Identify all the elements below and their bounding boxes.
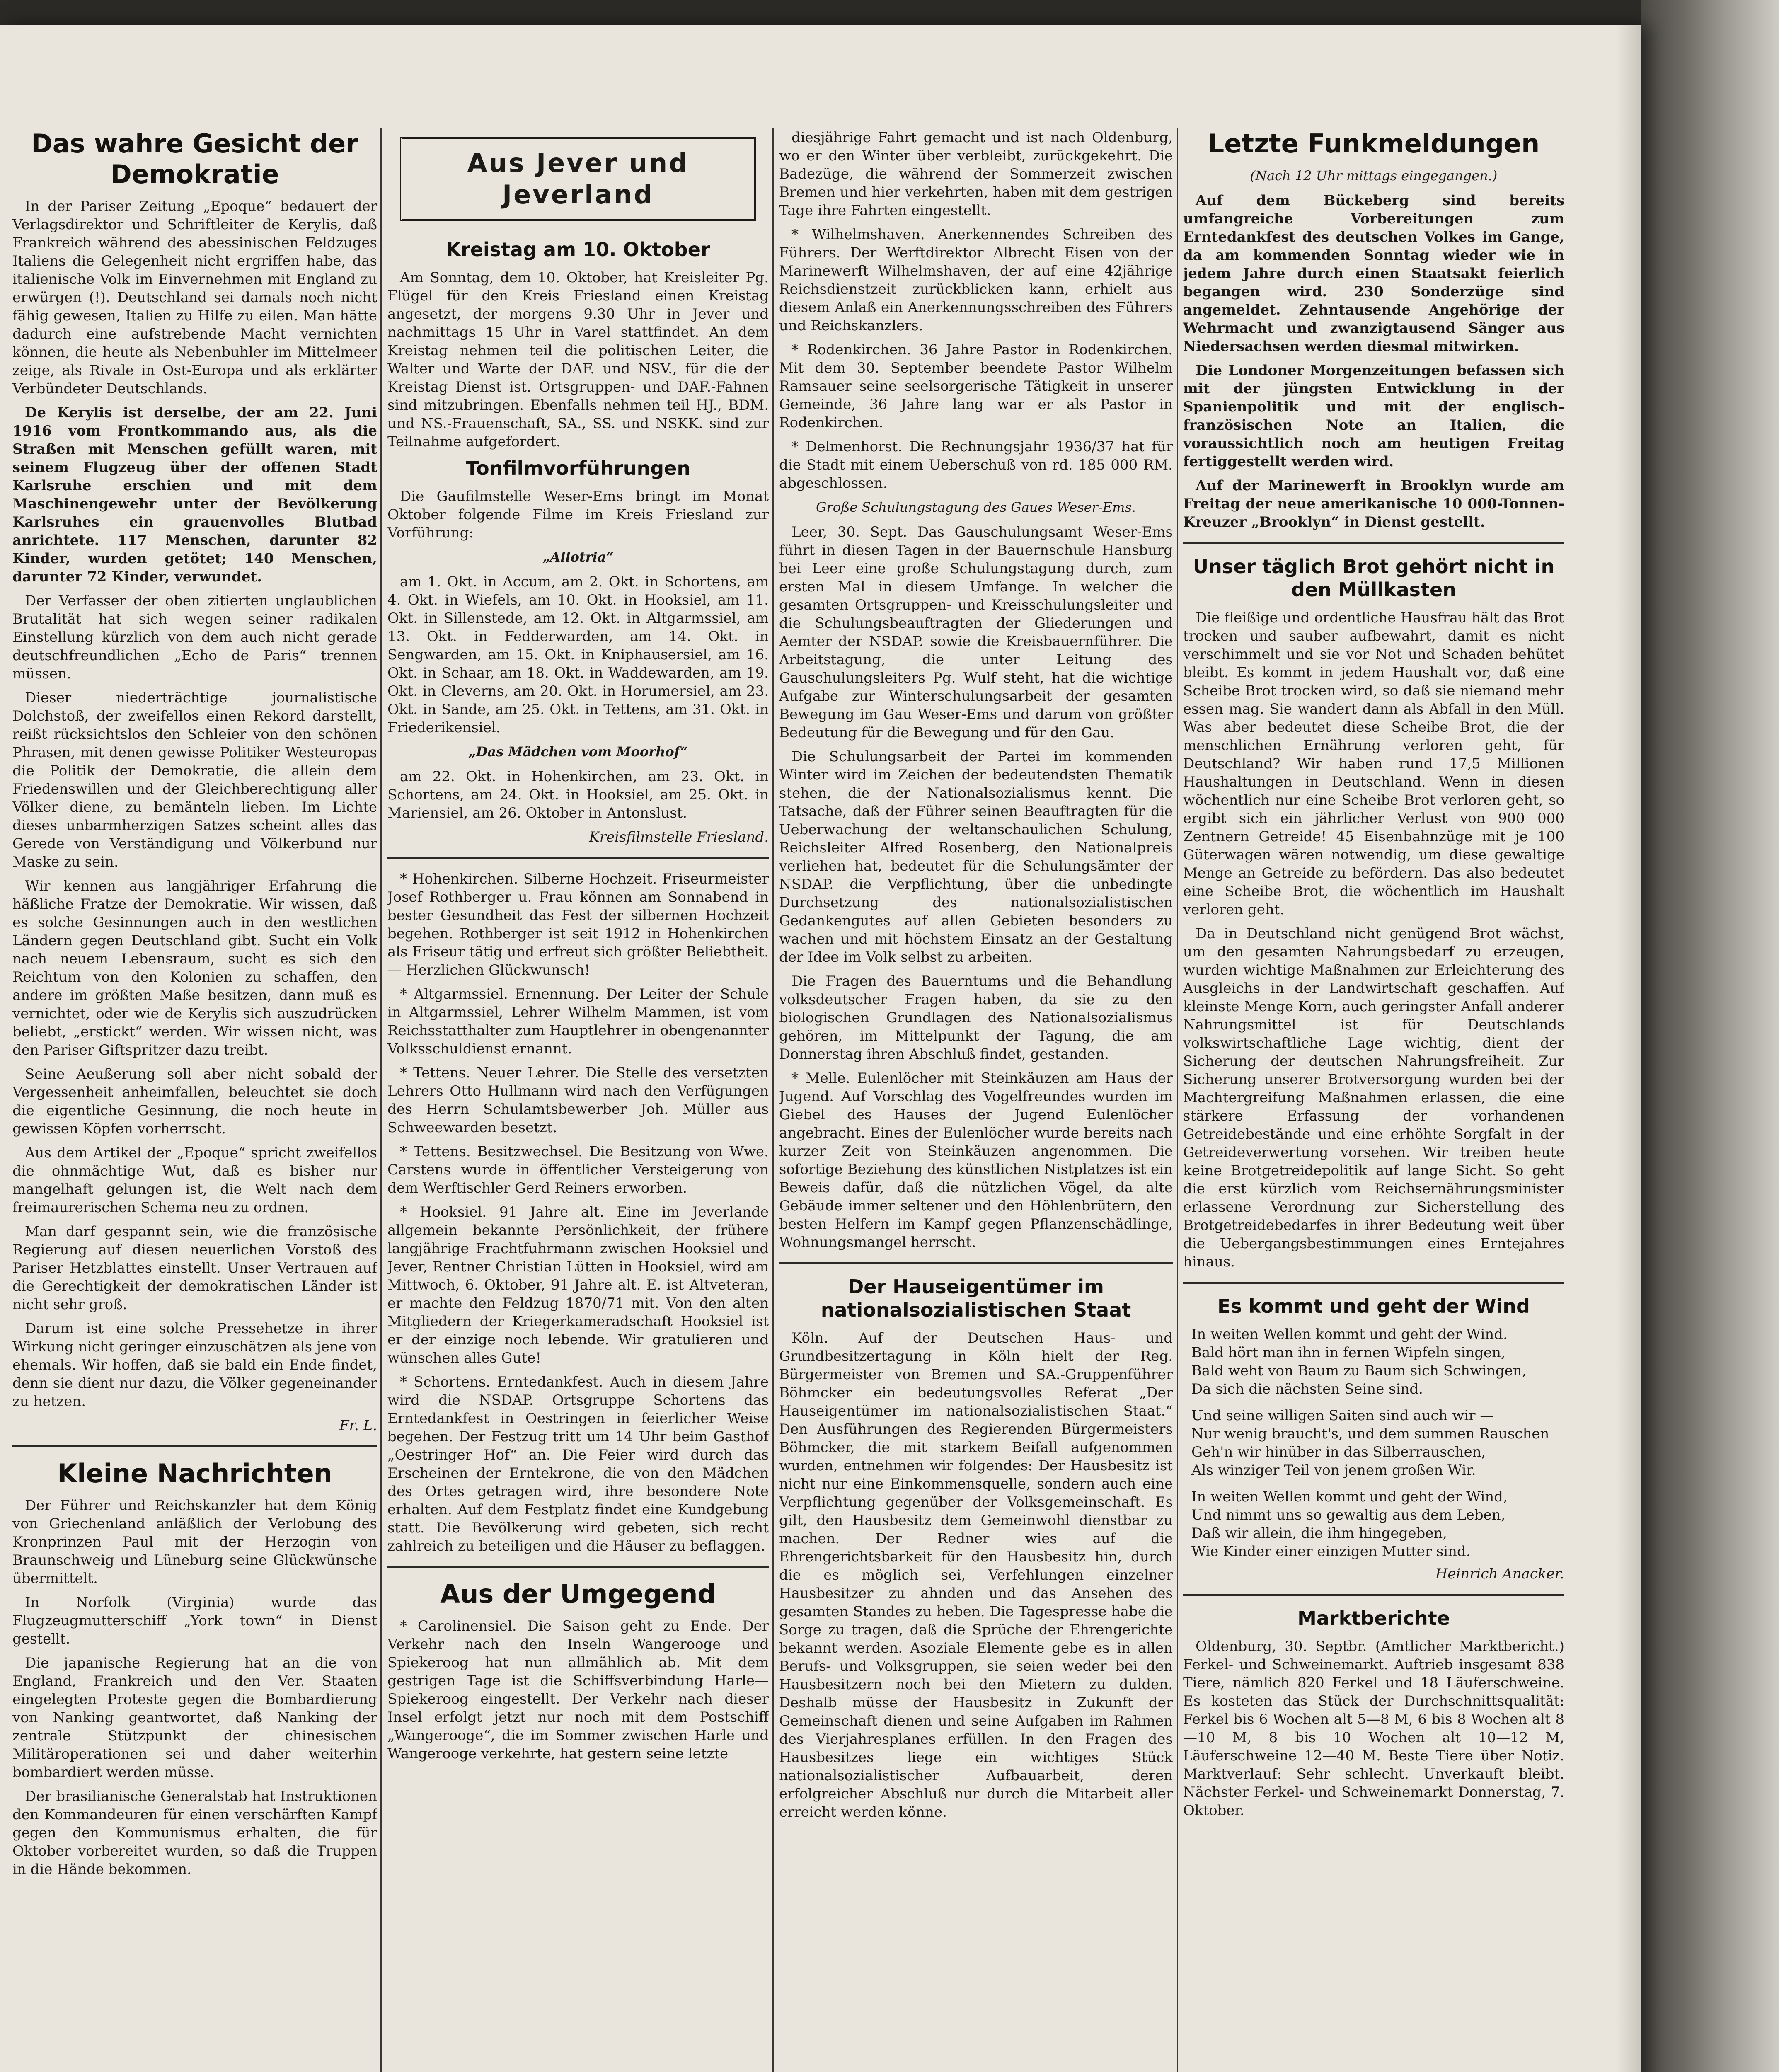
headline-marktberichte: Marktberichte <box>1297 1607 1450 1629</box>
article-paragraph: In der Pariser Zeitung „Epoque“ bedauert der Verlagsdirektor und Schriftleiter de Kerylis, daß Frankreich während des abessinischen Feldzuges Italiens die Gelegenheit nicht ergriffen habe, das italienische Volk im Einvernehmen mit England zu erwürgen (!). Deutschland sei damals noch nicht fähig gewesen, Italien zu Hilfe zu eilen. Man hätte dadurch eine aufstrebende Macht vernichten können, die heute als Nebenbuhler im Mittelmeer zeige, als Rivale in Ost-Europa und als erklärter Verbündeter Deutschlands. <box>12 198 377 397</box>
article-paragraph: Leer, 30. Sept. Das Gauschulungsamt Weser-Ems führt in diesen Tagen in der Bauernschule Hansburg bei Leer eine große Schulungstagung durch, zum ersten Mal in diesem Umfange. In welcher die gesamten Ortsgruppen- und Kreisschulungsleiter und die Schulungsbeauftragten der Gliederungen und Aemter der NSDAP. sowie die Kreisbauernführer. Die Arbeitstagung, die unter Leitung des Gauschulungsleiters Pg. Wulf steht, hat die wichtige Aufgabe zur Winterschulungsarbeit der gesamten Bewegung im Gau Weser-Ems und darum von größter Bedeutung für die Bewegung und für den Gau. <box>779 524 1173 741</box>
section-title-jever: Aus Jever und Jeverland <box>400 137 756 221</box>
column-1 <box>12 128 377 2072</box>
article-paragraph: * Melle. Eulenlöcher mit Steinkäuzen am Haus der Jugend. Auf Vorschlag des Vogelfreundes wurden im Giebel des Hauses der Jugend Eulenlöcher angebracht. Eines der Eulenlöcher wurde bereits nach kurzer Zeit von Steinkäuzen angenommen. Die sofortige Beziehung des künstlichen Nistplatzes ist ein Beweis dafür, daß die nützlichen Vögel, da alte Gebäude immer seltener und den Höhlenbrütern, den besten Helfern im Kampf gegen Pflanzenschädlinge, Wohnungsmangel herrscht. <box>779 1070 1173 1251</box>
article-paragraph: Die fleißige und ordentliche Hausfrau hält das Brot trocken und sauber aufbewahrt, damit es nicht verschimmelt und sie vor Not und Schaden behütet bleibt. Es kommt in jedem Haushalt vor, daß eine Scheibe Brot trocken wird, so daß sie niemand mehr essen mag. Sie wandert dann als Abfall in den Müll. Was aber bedeutet diese Scheibe Brot, die der menschlichen Ernährung verloren geht, für Deutschland? Wir haben rund 17,5 Millionen Haushaltungen in Deutschland. Wenn in diesen wöchentlich nur eine Scheibe Brot verloren geht, so ergibt sich ein jährlicher Verlust von 900 000 Zentnern Getreide! 45 Eisenbahnzüge mit je 100 Güterwagen wären notwendig, um diese gewaltige Menge an Getreide zu befördern. Das also bedeutet eine Scheibe Brot, die wöchentlich im Haushalt verloren geht. <box>1183 610 1564 918</box>
local-news-item: * Tettens. Besitzwechsel. Die Besitzung von Wwe. Carstens wurde in öffentlicher Versteigerung von dem Werftischler Gerd Reiners erworben. <box>387 1143 769 1196</box>
article-paragraph: diesjährige Fahrt gemacht und ist nach Oldenburg, wo er den Winter über verbleibt, zurückgekehrt. Die Badezüge, die während der Sommerzeit zwischen Bremen und hier verkehrten, haben mit dem gestrigen Tage ihre Fahrten eingestellt. <box>779 129 1173 219</box>
article-paragraph: Am Sonntag, dem 10. Oktober, hat Kreisleiter Pg. Flügel für den Kreis Friesland einen Kreistag angesetzt, der morgens 9.30 Uhr in Jever und nachmittags 15 Uhr in Varel stattfindet. An dem Kreistag nehmen teil die politischen Leiter, die Walter und Warte der DAF. und NSV., für die der Kreistag Dienst ist. Ortsgruppen- und DAF.-Fahnen sind mitzubringen. Ebenfalls nehmen teil HJ., BDM. und NS.-Frauenschaft, SA., SS. und NSKK. sind zur Teilnahme aufgefordert. <box>387 269 769 450</box>
poem-line: In weiten Wellen kommt und geht der Wind, <box>1191 1489 1508 1505</box>
poem-author: Heinrich Anacker. <box>1435 1566 1564 1582</box>
article-paragraph: Die Fragen des Bauerntums und die Behandlung volksdeutscher Fragen haben, da sie zu den biologischen Grundlagen des Nationalsozialismus gehören, im Mittelpunkt der Tagung, die am Donnerstag ihren Abschluß findet, gestanden. <box>779 973 1173 1063</box>
article-paragraph: Darum ist eine solche Pressehetze in ihrer Wirkung nicht geringer einzuschätzen als jene von ehemals. Wir hoffen, daß sie bald ein Ende findet, denn sie dient nur dazu, die Völker gegeneinander zu hetzen. <box>12 1320 377 1410</box>
headline-kleine-nachrichten: Kleine Nachrichten <box>57 1458 332 1489</box>
news-item: Der brasilianische Generalstab hat Instruktionen den Kommandeuren für einen verschärften Kampf gegen den Kommunismus erhalten, die für Oktober vorbereitet wurden, so daß die Truppen in die Hände bekommen. <box>12 1788 377 1878</box>
local-news-item: * Wilhelmshaven. Anerkennendes Schreiben des Führers. Der Werftdirektor Albrecht Eisen von der Marinewerft Wilhelmshaven, der auf eine 42jährige Reichsdienstzeit zurückblicken kann, erhielt aus diesem Anlaß ein Anerkennungsschreiben des Führers und Reichskanzlers. <box>779 226 1173 334</box>
article-paragraph: Seine Aeußerung soll aber nicht sobald der Vergessenheit anheimfallen, beleuchtet sie doch die eigentliche Gesinnung, die noch heute in gewissen Köpfen vorherrscht. <box>12 1066 377 1137</box>
film-title: „Allotria“ <box>542 549 614 565</box>
section-divider <box>12 1445 377 1447</box>
headline-funkmeldungen: Letzte Funkmeldungen <box>1208 128 1540 159</box>
local-news-item: * Hooksiel. 91 Jahre alt. Eine im Jeverlande allgemein bekannte Persönlichkeit, der frühere langjährige Frachtfuhrmann zwischen Hooksiel und Jever, Rentner Christian Lütten in Hooksiel, wird am Mittwoch, 6. Oktober, 91 Jahre alt. E. ist Altveteran, er machte den Feldzug 1870/71 mit. Von den alten Mitgliedern der Kriegerkameradschaft Hooksiel ist er der einzige noch lebende. Wir gratulieren und wünschen alles Gute! <box>387 1204 769 1366</box>
radio-news-item: Auf der Marinewerft in Brooklyn wurde am Freitag der neue amerikanische 10 000-Tonnen-Kreuzer „Brooklyn“ in Dienst gestellt. <box>1183 477 1564 530</box>
headline-brot: Unser täglich Brot gehört nicht in den Müllkasten <box>1193 555 1555 601</box>
article-paragraph: Aus dem Artikel der „Epoque“ spricht zweifellos die ohnmächtige Wut, daß es bisher nur mangelhaft gelungen ist, die Welt nach dem freimaurerischen Schema neu zu ordnen. <box>12 1145 377 1216</box>
headline-kreistag: Kreistag am 10. Oktober <box>446 238 710 261</box>
market-report: Oldenburg, 30. Septbr. (Amtlicher Marktbericht.) Ferkel- und Schweinemarkt. Auftrieb insgesamt 838 Tiere, nämlich 820 Ferkel und 18 Läuferschweine. Es kosteten das Stück der Durchschnittsqualität: Ferkel bis 6 Wochen alt 5—8 M, 6 bis 8 Wochen alt 8—10 M, 8 bis 10 Wochen alt 10—12 M, Läuferschweine 12—40 M. Beste Tiere über Notiz. Marktverlauf: Sehr schlecht. Unverkauft bleibt. Nächster Ferkel- und Schweinemarkt Donnerstag, 7. Oktober. <box>1183 1638 1564 1819</box>
poem-line: Und seine willigen Saiten sind auch wir — <box>1191 1407 1494 1424</box>
article-paragraph: Man darf gespannt sein, wie die französische Regierung auf diesen neuerlichen Vorstoß des Pariser Hetzblattes einstellt. Unser Vertrauen auf die Gerechtigkeit der demokratischen Länder ist nicht sehr groß. <box>12 1223 377 1313</box>
article-paragraph: am 22. Okt. in Hohenkirchen, am 23. Okt. in Schortens, am 24. Okt. in Hooksiel, am 25. Okt. in Mariensiel, am 26. Oktober in Antonslust. <box>387 768 769 821</box>
poem-line: Bald hört man ihn in fernen Wipfeln singen, <box>1191 1344 1505 1361</box>
article-paragraph: Die Schulungsarbeit der Partei im kommenden Winter wird im Zeichen der bedeutendsten Thematik stehen, die der Nationalsozialismus kennt. Die Tatsache, daß der Führer seinen Beauftragten für die Ueberwachung der weltanschaulichen Schulung, Reichsleiter Alfred Rosenberg, den Nationalpreis verliehen hat, bedeutet für die Schulungsämter der NSDAP. die Verpflichtung, über die unbedingte Durchsetzung des nationalsozialistischen Gedankengutes auf allen Gebieten besonders zu wachen und mit höchstem Einsatz an der Gestaltung der Idee im Volk selbst zu arbeiten. <box>779 748 1173 966</box>
section-divider <box>1183 1282 1564 1284</box>
radio-news-item: Auf dem Bückeberg sind bereits umfangreiche Vorbereitungen zum Erntedankfest des deutschen Volkes im Gange, da am kommenden Sonntag wieder wie in jedem Jahre durch einen Staatsakt feierlich begangen wird. 230 Sonderzüge sind angemeldet. Zehntausende Angehörige der Wehrmacht und zwanzigtausend Sänger aus Niedersachsen werden diesmal mitwirken. <box>1183 192 1564 355</box>
headline-hauseigentuemer: Der Hauseigentümer im nationalsozialistischen Staat <box>821 1276 1131 1321</box>
news-item: Der Führer und Reichskanzler hat dem König von Griechenland anläßlich der Verlobung des Kronprinzen Paul mit der Herzogin von Braunschweig und Lüneburg seine Glückwünsche übermittelt. <box>12 1497 377 1587</box>
article-paragraph: Wir kennen aus langjähriger Erfahrung die häßliche Fratze der Demokratie. Wir wissen, daß es solche Gesinnungen auch in den westlichen Ländern gegen Deutschland gibt. Sucht ein Volk nach neuem Lebensraum, sucht es sich den Reichtum von den Kolonien zu schaffen, den andere im größten Maße besitzen, dann muß es vernichtet, oder wie de Kerylis sich auszudrücken beliebt, „erstickt“ werden. Wir wissen nicht, was den Pariser Giftspritzer dazu treibt. <box>12 878 377 1058</box>
column-3 <box>779 128 1173 2072</box>
newspaper-page <box>0 25 1641 2072</box>
page-fold <box>1616 25 1641 2072</box>
column-4 <box>1183 128 1564 2072</box>
article-paragraph: De Kerylis ist derselbe, der am 22. Juni 1916 vom Frontkommando aus, als die Straßen mit Menschen gefüllt waren, mit seinem Flugzeug über der offenen Stadt Karlsruhe erschien und mit dem Maschinengewehr unter der Bevölkerung Karlsruhes ein grauenvolles Blutbad anrichtete. 117 Menschen, darunter 82 Kinder, wurden getötet; 140 Menschen, darunter 72 Kinder, verwundet. <box>12 404 377 585</box>
radio-news-item: Die Londoner Morgenzeitungen befassen sich mit der jüngsten Entwicklung in der Spanienpolitik und mit der englisch-französischen Note an Italien, die voraussichtlich noch am heutigen Freitag fertiggestellt werden wird. <box>1183 362 1564 470</box>
local-news-item: * Altgarmssiel. Ernennung. Der Leiter der Schule in Altgarmssiel, Lehrer Wilhelm Mammen, ist vom Reichsstatthalter zum Hauptlehrer in obengenannter Volksschuldienst ernannt. <box>387 986 769 1057</box>
section-divider <box>387 1566 769 1568</box>
poem-line: In weiten Wellen kommt und geht der Wind. <box>1191 1326 1508 1343</box>
headline-umgegend: Aus der Umgegend <box>440 1579 716 1609</box>
column-rule <box>772 128 774 2072</box>
subheadline-schulungstagung: Große Schulungstagung des Gaues Weser-Ems. <box>816 499 1136 515</box>
local-news-item: * Rodenkirchen. 36 Jahre Pastor in Rodenkirchen. Mit dem 30. September beendete Pastor Wilhelm Ramsauer seine seelsorgerische Tätigkeit in unserer Gemeinde, 36 Jahre lang war er als Pastor in Rodenkirchen. <box>779 341 1173 431</box>
article-paragraph: Köln. Auf der Deutschen Haus- und Grundbesitzertagung in Köln hielt der Reg. Bürgermeister von Bremen und SA.-Gruppenführer Böhmcker ein bedeutungsvolles Referat „Der Hauseigentümer im nationalsozialistischen Staat.“ Den Ausführungen des Regierenden Bürgermeisters Böhmcker, die mit starkem Beifall aufgenommen wurden, entnehmen wir folgendes: Der Hausbesitz ist nicht nur eine Einkommensquelle, sondern auch eine Verpflichtung gegenüber der Volksgemeinschaft. Es gilt, den Hausbesitz dem Gemeinwohl dienstbar zu machen. Der Redner wies auf die Ehrengerichtsbarkeit für den Hausbesitz hin, durch die es möglich sei, Verfehlungen einzelner Hausbesitzer zu ahnden und das Ansehen des gesamten Standes zu heben. Die Tagespresse habe die Sorge zu tragen, daß die Sprüche der Ehrengerichte bekannt werden. Asoziale Elemente gebe es in allen Berufs- und Volksgruppen, sie seien weder bei den Hausbesitzern noch bei den Mietern zu dulden. Deshalb müsse der Hausbesitz in Zukunft der Gemeinschaft dienen und seine Aufgaben im Rahmen des Vierjahresplanes erfüllen. In den Fragen des Hausbesitzes liege ein wichtiges Stück nationalsozialistischer Aufbauarbeit, deren erfolgreicher Abschluß nur durch die Mitarbeit aller erreicht werden könne. <box>779 1330 1173 1820</box>
section-divider <box>779 1262 1173 1264</box>
headline-wind-poem: Es kommt und geht der Wind <box>1217 1295 1530 1317</box>
headline-demokratie: Das wahre Gesicht der Demokratie <box>31 128 358 189</box>
column-rule <box>380 128 382 2072</box>
poem-line: Wie Kinder einer einzigen Mutter sind. <box>1191 1543 1471 1560</box>
local-news-item: * Hohenkirchen. Silberne Hochzeit. Friseurmeister Josef Rothberger u. Frau können am Sonnabend in bester Gesundheit das Fest der silbernen Hochzeit begehen. Rothberger ist seit 1912 in Hohenkirchen als Friseur tätig und erfreut sich größter Beliebtheit. — Herzlichen Glückwunsch! <box>387 871 769 978</box>
section-divider <box>1183 542 1564 544</box>
local-news-item: * Schortens. Erntedankfest. Auch in diesem Jahre wird die NSDAP. Ortsgruppe Schortens das Erntedankfest in Oestringen in feierlicher Weise begehen. Der Festzug tritt um 14 Uhr beim Gasthof „Oestringer Hof“ an. Die Feier wird durch das Erscheinen der Erntekrone, die von den Mädchen des Ortes getragen wird, ihre besondere Note erhalten. Auf dem Festplatz findet eine Kundgebung statt. Die Bevölkerung wird gebeten, sich recht zahlreich zu beteiligen und die Häuser zu beflaggen. <box>387 1374 769 1554</box>
film-title: „Das Mädchen vom Moorhof“ <box>468 744 688 760</box>
article-paragraph: * Carolinensiel. Die Saison geht zu Ende. Der Verkehr nach den Inseln Wangerooge und Spiekeroog hat nun allmählich ab. Mit dem gestrigen Tage ist die Schiffsverbindung Harle—Spiekeroog eingestellt. Der Verkehr nach dieser Insel erfolgt jetzt nur noch mit dem Postschiff „Wangerooge“, die im Sommer zwischen Harle und Wangerooge verkehrte, hat gestern seine letzte <box>387 1618 769 1762</box>
funkmeldungen-note: (Nach 12 Uhr mittags eingegangen.) <box>1250 168 1498 184</box>
poem-line: Da sich die nächsten Seine sind. <box>1191 1381 1423 1397</box>
poem-line: Bald weht von Baum zu Baum sich Schwingen, <box>1191 1363 1527 1379</box>
section-divider <box>1183 1594 1564 1596</box>
section-divider <box>387 857 769 859</box>
poem-line: Geh'n wir hinüber in das Silberrauschen, <box>1191 1444 1486 1460</box>
poem-line: Daß wir allein, die ihm hingegeben, <box>1191 1525 1447 1542</box>
poem <box>1191 1325 1564 1561</box>
poem-line: Nur wenig braucht's, und dem summen Rauschen <box>1191 1426 1549 1442</box>
article-signature: Fr. L. <box>339 1417 377 1434</box>
headline-tonfilm: Tonfilmvorführungen <box>465 457 691 479</box>
article-paragraph: Dieser niederträchtige journalistische Dolchstoß, der zweifellos einen Rekord darstellt, reißt rücksichtslos den Schleier von den schönen Phrasen, mit denen gewisse Politiker Westeuropas die Politik der Demokratie, die allein dem Friedenswillen und der Gleichberechtigung aller Völker diene, zu bemänteln lieben. Im Lichte dieses unbarmherzigen Satzes scheint alles das Gerede von Verständigung und Völkerbund nur Maske zu sein. <box>12 690 377 870</box>
article-paragraph: Die Gaufilmstelle Weser-Ems bringt im Monat Oktober folgende Filme im Kreis Friesland zur Vorführung: <box>387 488 769 541</box>
column-rule <box>1177 128 1178 2072</box>
news-item: In Norfolk (Virginia) wurde das Flugzeugmutterschiff „York town“ in Dienst gestellt. <box>12 1594 377 1647</box>
poem-line: Als winziger Teil von jenem großen Wir. <box>1191 1462 1476 1479</box>
local-news-item: * Delmenhorst. Die Rechnungsjahr 1936/37 hat für die Stadt mit einem Ueberschuß von rd. 185 000 RM. abgeschlossen. <box>779 438 1173 491</box>
news-item: Die japanische Regierung hat an die von England, Frankreich und den Ver. Staaten eingelegten Proteste gegen die Bombardierung von Nanking geantwortet, daß Nanking der zentrale Stützpunkt der chinesischen Militäroperationen sei und daher weiterhin bombardiert werden müsse. <box>12 1655 377 1781</box>
article-signature: Kreisfilmstelle Friesland. <box>589 829 769 845</box>
article-paragraph: Da in Deutschland nicht genügend Brot wächst, um den gesamten Nahrungsbedarf zu erzeugen, wurden wichtige Maßnahmen zur Erleichterung des Ausgleichs in der Landwirtschaft geschaffen. Auf kleinste Menge Korn, auch geringster Anfall anderer Nahrungsmittel ist für Deutschlands volkswirtschaftliche Lage wichtig, dient der Sicherung der deutschen Nahrungsfreiheit. Zur Sicherung unserer Brotversorgung wurden bei der Machtergreifung Maßnahmen erlassen, die eine stärkere Erfassung der vorhandenen Getreidebestände und eine erhöhte Sorgfalt in der Getreideverwertung vorsehen. Wir treiben heute keine Brotgetreidepolitik auf lange Sicht. So geht die erst kürzlich vom Reichsernährungsminister erlassene Verordnung zur Sicherstellung des Brotgetreidebedarfes in ihrer Bedeutung weit über die Uebergangsbestimmungen eines Erntejahres hinaus. <box>1183 925 1564 1270</box>
article-paragraph: am 1. Okt. in Accum, am 2. Okt. in Schortens, am 4. Okt. in Wiefels, am 10. Okt. in Hooksiel, am 11. Okt. in Sillenstede, am 12. Okt. in Altgarmssiel, am 13. Okt. in Fedderwarden, am 14. Okt. in Sengwarden, am 15. Okt. in Kniphausersiel, am 16. Okt. in Schaar, am 18. Okt. in Waddewarden, am 19. Okt. in Cleverns, am 20. Okt. in Horumersiel, am 23. Okt. in Sande, am 25. Okt. in Tettens, am 31. Okt. in Friederikensiel. <box>387 574 769 736</box>
poem-line: Und nimmt uns so gewaltig aus dem Leben, <box>1191 1507 1505 1523</box>
book-edge <box>1641 0 1779 2072</box>
local-news-item: * Tettens. Neuer Lehrer. Die Stelle des versetzten Lehrers Otto Hullmann wird nach den Verfügungen des Herrn Schulamtsbewerber Joh. Müller aus Schweewarden besetzt. <box>387 1065 769 1136</box>
article-paragraph: Der Verfasser der oben zitierten unglaublichen Brutalität hat sich wegen seiner radikalen Einstellung kürzlich von dem auch nicht gerade deutschfreundlichen „Echo de Paris“ trennen müssen. <box>12 593 377 682</box>
column-2 <box>387 128 769 2072</box>
